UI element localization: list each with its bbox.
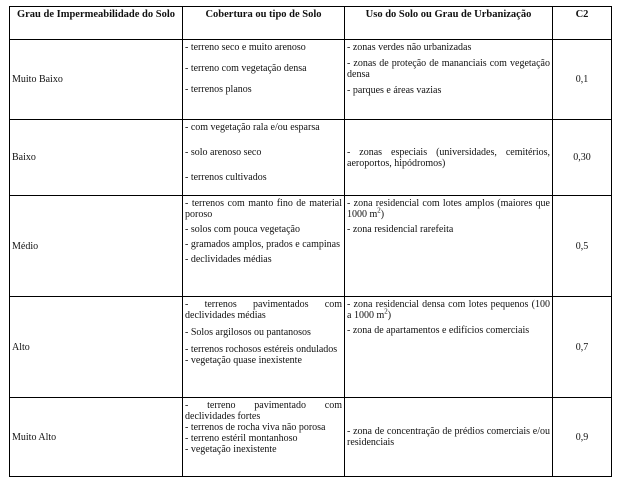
cobertura-item: - terrenos rochosos estéreis ondulados bbox=[185, 344, 338, 355]
table-row bbox=[10, 398, 612, 477]
uso-item bbox=[347, 198, 550, 220]
grau-cell: Muito Baixo bbox=[10, 40, 183, 120]
cobertura-item: - terrenos cultivados bbox=[185, 172, 267, 183]
grau-cell: Médio bbox=[10, 196, 183, 297]
cobertura-item: - com vegetação rala e/ou esparsa bbox=[185, 122, 320, 133]
cobertura-item: - terreno estéril montanhoso bbox=[185, 433, 298, 444]
grau-cell: Muito Alto bbox=[10, 398, 183, 477]
uso-item-sup: 2 bbox=[377, 206, 381, 215]
header-uso: Uso do Solo ou Grau de Urbanização bbox=[345, 7, 553, 40]
cobertura-item: - solos com pouca vegetação bbox=[185, 224, 300, 235]
grau-cell: Baixo bbox=[10, 120, 183, 196]
header-c2: C2 bbox=[553, 7, 612, 40]
cobertura-item: - vegetação quase inexistente bbox=[185, 355, 302, 366]
uso-item-close: ) bbox=[387, 310, 392, 321]
uso-item bbox=[347, 299, 550, 321]
cobertura-item: - terrenos com manto fino de material poroso bbox=[185, 198, 342, 220]
table-row bbox=[10, 120, 612, 196]
uso-item: - parques e áreas vazias bbox=[347, 85, 442, 96]
cobertura-cell bbox=[183, 196, 345, 297]
c2-cell: 0,30 bbox=[553, 120, 612, 196]
uso-cell bbox=[345, 120, 553, 196]
uso-item-text: - zona residencial com lotes amplos (maiores que 1000 m bbox=[347, 198, 550, 220]
c2-cell: 0,5 bbox=[553, 196, 612, 297]
uso-item: - zona de concentração de prédios comerciais e/ou residenciais bbox=[347, 426, 550, 448]
cobertura-item: - declividades médias bbox=[185, 254, 272, 265]
uso-cell bbox=[345, 297, 553, 398]
c2-cell: 0,1 bbox=[553, 40, 612, 120]
uso-item-sup: 2 bbox=[384, 307, 388, 316]
header-row bbox=[10, 7, 612, 40]
uso-item-close: ) bbox=[380, 209, 385, 220]
cobertura-item: - terrenos planos bbox=[185, 84, 252, 95]
uso-cell bbox=[345, 398, 553, 477]
cobertura-item: - terreno com vegetação densa bbox=[185, 63, 307, 74]
grau-cell: Alto bbox=[10, 297, 183, 398]
cobertura-item: - terrenos de rocha viva não porosa bbox=[185, 422, 326, 433]
uso-item: - zona de apartamentos e edifícios comerciais bbox=[347, 325, 530, 336]
cobertura-item: - gramados amplos, prados e campinas bbox=[185, 239, 340, 250]
cobertura-item: - Solos argilosos ou pantanosos bbox=[185, 327, 311, 338]
uso-item: - zonas de proteção de mananciais com vegetação densa bbox=[347, 58, 550, 80]
uso-item: - zonas verdes não urbanizadas bbox=[347, 42, 472, 53]
impermeability-table bbox=[9, 6, 612, 477]
c2-cell: 0,7 bbox=[553, 297, 612, 398]
table-row bbox=[10, 40, 612, 120]
cobertura-cell bbox=[183, 40, 345, 120]
uso-item: - zona residencial rarefeita bbox=[347, 224, 454, 235]
c2-cell: 0,9 bbox=[553, 398, 612, 477]
cobertura-item: - terreno seco e muito arenoso bbox=[185, 42, 306, 53]
table-row bbox=[10, 196, 612, 297]
uso-cell bbox=[345, 40, 553, 120]
table-row bbox=[10, 297, 612, 398]
cobertura-cell bbox=[183, 120, 345, 196]
cobertura-item: - solo arenoso seco bbox=[185, 147, 262, 158]
header-grau: Grau de Impermeabilidade do Solo bbox=[10, 7, 183, 40]
cobertura-item: - vegetação inexistente bbox=[185, 444, 277, 455]
header-cobertura: Cobertura ou tipo de Solo bbox=[183, 7, 345, 40]
cobertura-item: - terreno pavimentado com declividades fortes bbox=[185, 400, 342, 422]
cobertura-item: - terrenos pavimentados com declividades médias bbox=[185, 299, 342, 321]
uso-cell bbox=[345, 196, 553, 297]
uso-item: - zonas especiais (universidades, cemitérios, aeroportos, hipódromos) bbox=[347, 146, 550, 169]
cobertura-cell bbox=[183, 297, 345, 398]
cobertura-cell bbox=[183, 398, 345, 477]
uso-item-text: - zona residencial densa com lotes pequenos (100 a 1000 m bbox=[347, 299, 550, 321]
